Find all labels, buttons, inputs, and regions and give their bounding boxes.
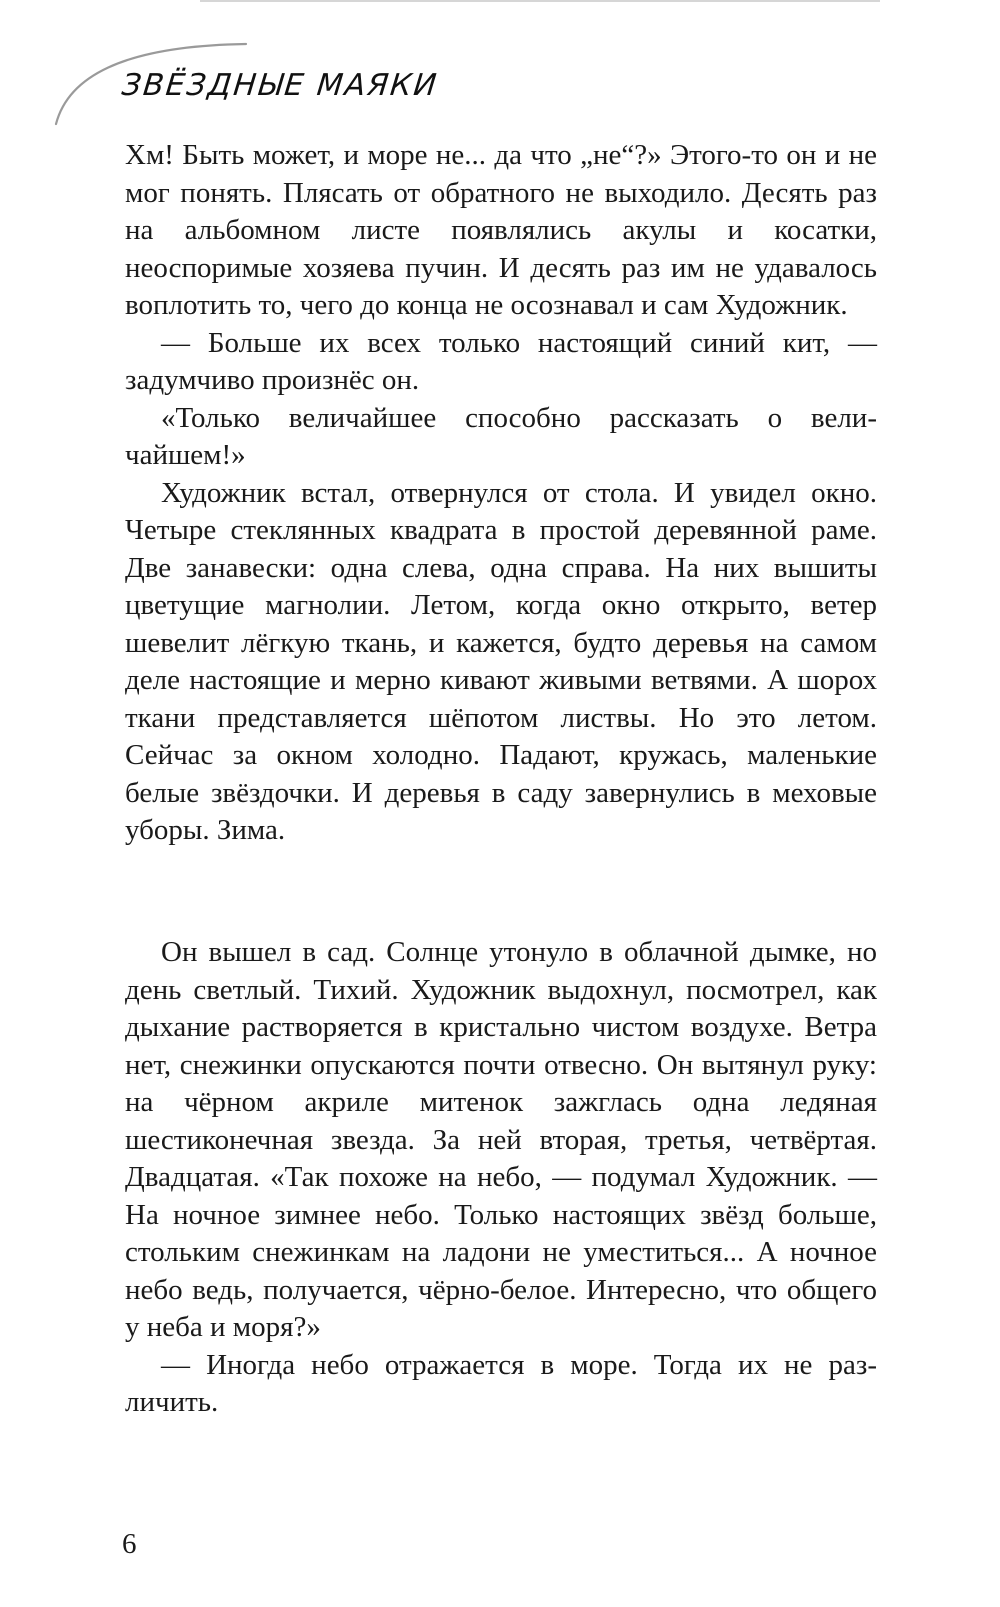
text-section-2 (125, 934, 877, 1422)
paragraph: Он вышел в сад. Солнце утонуло в облачной дымке, но день светлый. Тихий. Художник выдохнул, посмотрел, как дыхание растворяется в кристально чистом воздухе. Ветра нет, снежинки опускаются почти отвесно. Он вытянул руку: на чёрном акриле митенок зажглась одна ледяная шестиконечная звезда. За ней вторая, третья, четвёртая. Двадцатая. «Так похоже на небо, — подумал Художник. — На ночное зимнее небо. Только настоящих звёзд больше, стольким снежинкам на ладони не уместиться... А ночное небо ведь, получается, чёрно-белое. Интересно, что общего у неба и моря?» (125, 936, 877, 1343)
paragraph: — Больше их всех только настоящий синий кит, — задумчиво произнёс он. (125, 326, 877, 396)
page-number: 6 (122, 1528, 137, 1560)
paragraph: — Иногда небо отражается в море. Тогда их не различить. (125, 1348, 877, 1418)
text-section-1 (125, 137, 877, 850)
paragraph: Художник встал, отвернулся от стола. И увидел окно. Четыре стеклянных квадрата в простой деревянной раме. Две занавески: одна слева, одна справа. На них вышиты цветущие магнолии. Летом, когда окно открыто, ветер шевелит лёгкую ткань, и кажется, будто деревья на самом деле настоящие и мерно кивают живыми ветвями. А шорох ткани представляется шёпотом листвы. Но это летом. Сейчас за окном холодно. Падают, кружась, маленькие белые звёздочки. И деревья в саду завернулись в меховые уборы. Зима. (125, 476, 877, 846)
top-edge-rule (200, 0, 880, 2)
paragraph: «Только величайшее способно рассказать о величайшем!» (125, 401, 877, 471)
running-head: ЗВЁЗДНЫЕ МАЯКИ (120, 68, 440, 103)
paragraph: Хм! Быть может, и море не... да что „не“?» Этого-то он и не мог понять. Плясать от обратного не выходило. Десять раз на альбомном листе появлялись акулы и косатки, неоспоримые хозяева пучин. И десять раз им не удавалось воплотить то, чего до конца не осознавал и сам Художник. (125, 139, 877, 321)
